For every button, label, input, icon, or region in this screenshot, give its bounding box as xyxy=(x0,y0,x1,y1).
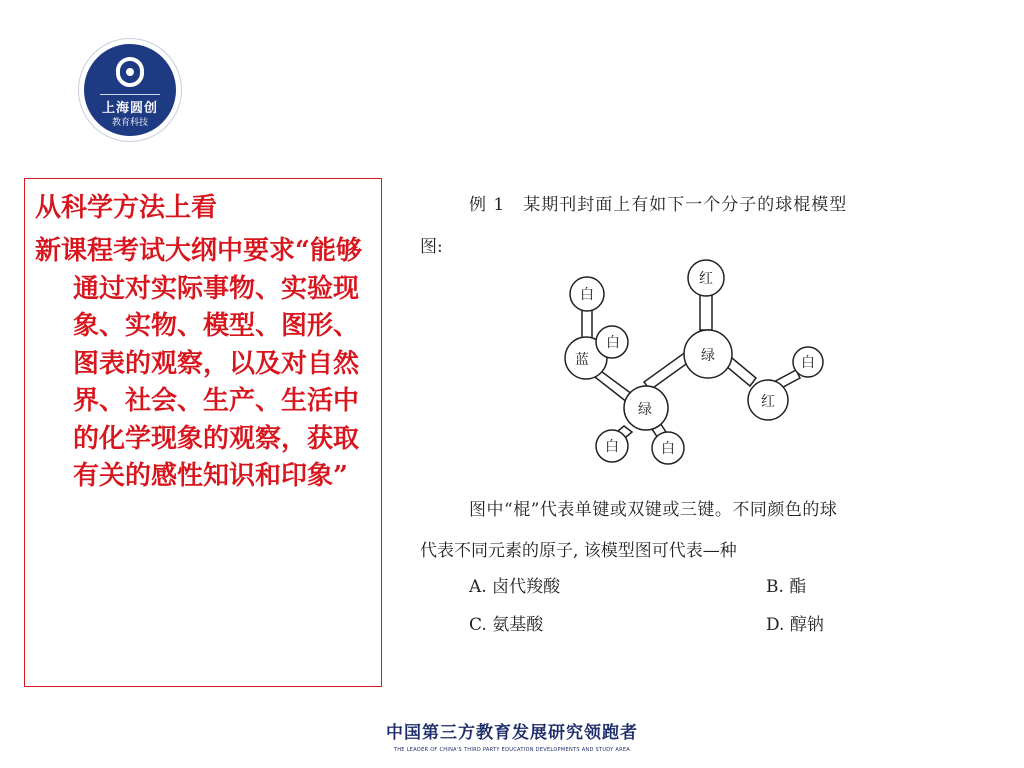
footer xyxy=(0,718,1024,753)
atom-label-white-near-blue: 白 xyxy=(606,335,620,351)
ball-stick-molecule-diagram xyxy=(414,180,994,480)
example-question xyxy=(414,180,994,660)
atom-label-white-bottom-right: 白 xyxy=(661,441,675,457)
footer-subtitle: THE LEADER OF CHINA'S THIRD PARTY EDUCATION DEVELOPMENTS AND STUDY AREA xyxy=(393,747,631,753)
atom-label-green-center: 绿 xyxy=(638,402,652,418)
method-title: 从科学方法上看 xyxy=(35,193,218,223)
method-body: 新课程考试大纲中要求“能够通过对实际事物、实验现象、实物、模型、图形、图表的观察，以及对自然界、社会、生产、生活中的化学现象的观察，获取有关的感性知识和印象” xyxy=(35,236,362,491)
atom-label-red-right: 红 xyxy=(761,394,775,410)
company-logo xyxy=(78,38,182,142)
option-c: C. 氨基酸 xyxy=(469,615,544,635)
logo-badge xyxy=(84,44,176,136)
question-line-4: 代表不同元素的原子, 该模型图可代表—种 xyxy=(420,541,737,561)
method-textbox xyxy=(24,178,382,687)
footer-title: 中国第三方教育发展研究领跑者 xyxy=(386,723,638,743)
atom-label-green-top: 绿 xyxy=(701,348,715,364)
atom-label-white-top: 白 xyxy=(580,287,594,303)
atom-label-white-bottom-left: 白 xyxy=(605,439,619,455)
option-d: D. 醇钠 xyxy=(766,615,824,635)
logo-name: 上海圆创 xyxy=(101,101,158,116)
atom-label-red-top: 红 xyxy=(699,271,713,287)
atom-label-white-right: 白 xyxy=(801,355,815,371)
atom-label-blue: 蓝 xyxy=(575,352,589,368)
logo-swirl-icon xyxy=(114,56,146,88)
option-b: B. 酯 xyxy=(766,577,807,597)
question-line-3: 图中“棍”代表单键或双键或三键。不同颜色的球 xyxy=(469,500,838,520)
question-line-1: 例 1 某期刊封面上有如下一个分子的球棍模型 xyxy=(469,195,848,215)
question-line-2: 图: xyxy=(420,237,443,257)
option-a: A. 卤代羧酸 xyxy=(469,577,561,597)
logo-subtitle: 教育科技 xyxy=(111,118,148,128)
logo-divider xyxy=(100,94,160,95)
